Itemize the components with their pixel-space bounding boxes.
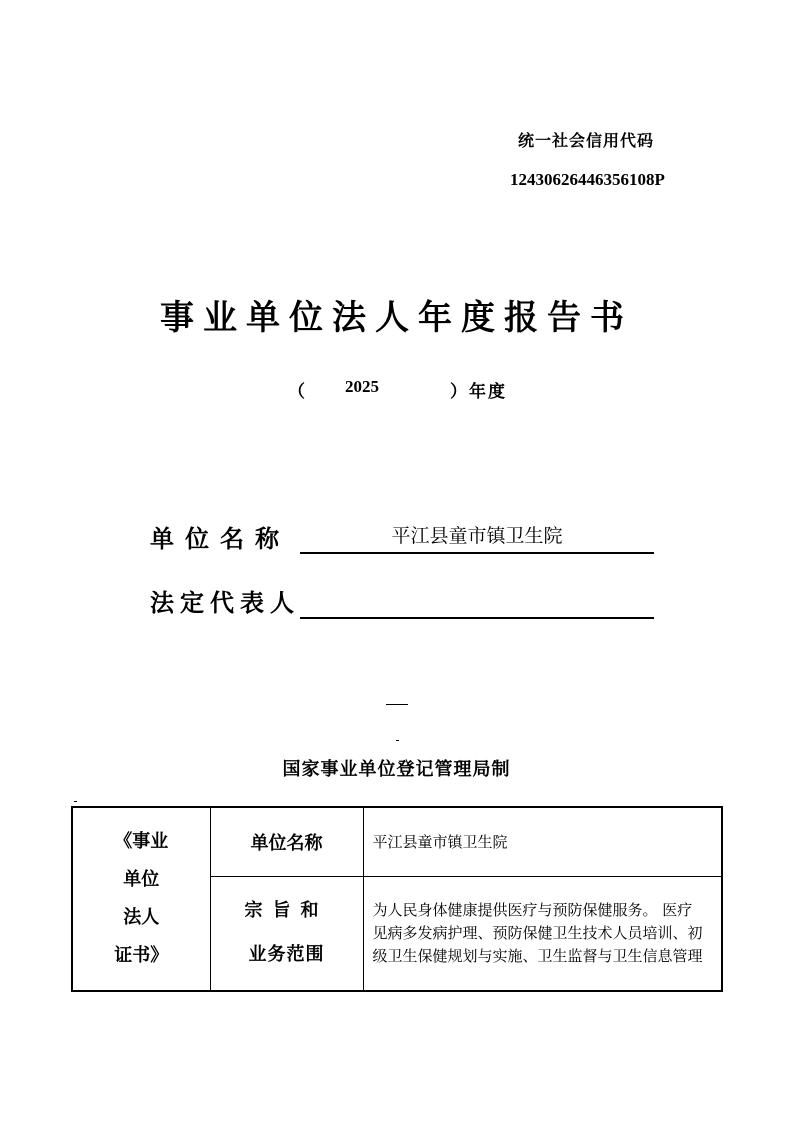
divider-dash	[386, 704, 408, 705]
scope-label-cell	[210, 876, 363, 991]
credit-code-value: 12430626446356108P	[510, 170, 665, 189]
legal-rep-label: 法定代表人	[150, 588, 300, 617]
report-year: 2025	[345, 377, 379, 396]
legal-rep-underline	[300, 617, 654, 619]
unit-name-label: 单位名称	[150, 524, 290, 553]
unit-name-underline	[300, 552, 654, 554]
certificate-title-cell	[72, 807, 210, 991]
year-open-paren: （	[288, 382, 305, 402]
certificate-title-line: 证书》	[114, 945, 169, 966]
year-suffix: ）年度	[450, 382, 507, 402]
issuing-authority: 国家事业单位登记管理局制	[282, 759, 511, 780]
credit-code-label: 统一社会信用代码	[518, 131, 655, 150]
certificate-info-table	[71, 806, 723, 992]
unit-name-value: 平江县童市镇卫生院	[391, 525, 563, 547]
scope-label-line1: 宗旨和	[244, 900, 329, 922]
certificate-title-line: 法人	[123, 907, 160, 928]
table-corner-mark	[74, 801, 77, 802]
report-title: 事业单位法人年度报告书	[160, 298, 633, 338]
divider-tick	[396, 740, 399, 741]
scope-value-cell: 为人民身体健康提供医疗与预防保健服务。 医疗 见病多发病护理、预防保健卫生技术人员培训、初级卫生保健规划与实施、卫生监督与卫生信息管理	[363, 876, 722, 991]
scope-label-line2: 业务范围	[248, 944, 325, 966]
certificate-title-line: 《事业	[114, 831, 169, 852]
name-value-cell: 平江县童市镇卫生院	[363, 807, 722, 876]
certificate-title-line: 单位	[123, 869, 160, 890]
name-label-cell: 单位名称	[210, 807, 363, 876]
table-row	[72, 807, 722, 876]
